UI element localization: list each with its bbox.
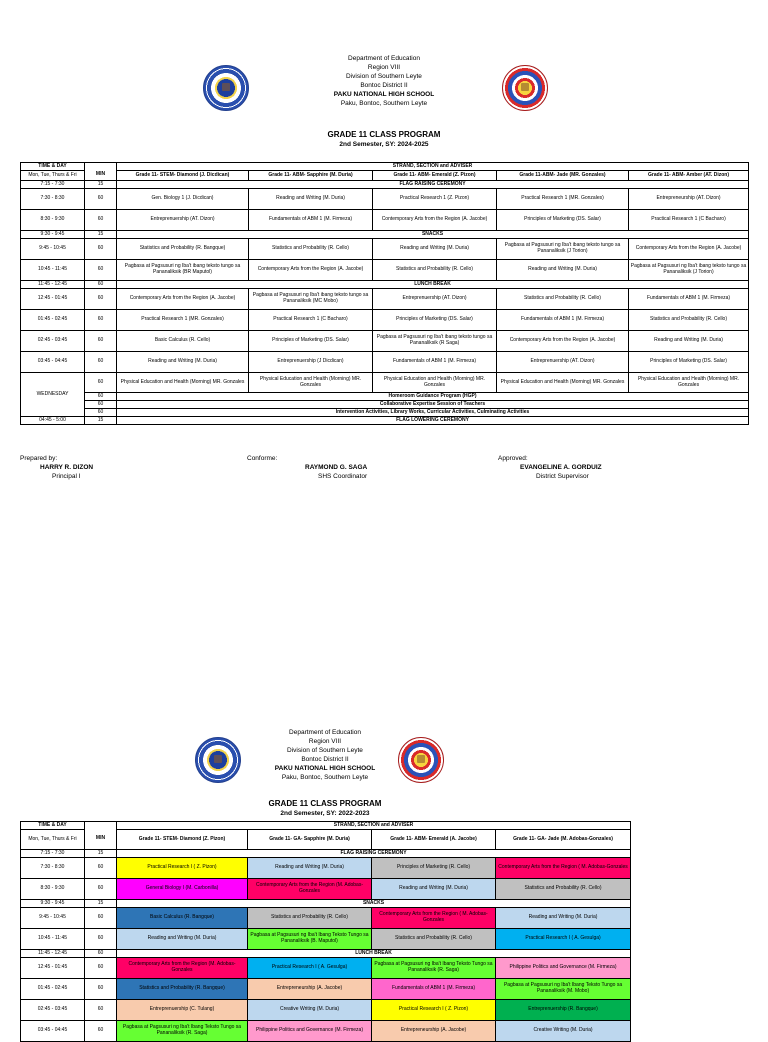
span-cell: SNACKS (117, 900, 631, 908)
min-cell: 60 (85, 879, 117, 900)
subject-cell: Pagbasa at Pagsusuri ng Iba't Ibang Teksto Tungo sa Pananaliksik (M. Mobo) (496, 979, 631, 1000)
subject-cell: Entrepreneurship (A. Jacobe) (372, 1021, 496, 1042)
days-header: Mon, Tue, Thurs & Fri (21, 171, 85, 181)
time-cell: 7:30 - 8:30 (21, 189, 85, 210)
prepared-label: Prepared by: (20, 455, 58, 462)
min-header: MIN (85, 830, 117, 850)
table-row (21, 331, 749, 352)
table-row (21, 417, 749, 425)
min-cell: 60 (85, 289, 117, 310)
subject-cell: Statistics and Probability (R. Cello) (497, 289, 629, 310)
approved-name: EVANGELINE A. GORDUIZ (520, 464, 602, 471)
subject-cell: Practical Research 1 (MR. Gonzales) (497, 189, 629, 210)
prepared-role: Principal I (52, 473, 81, 480)
strand-header: STRAND, SECTION and ADVISER (117, 822, 631, 830)
subject-cell: Practical Research 1 (C Bacharo) (249, 310, 373, 331)
letterhead (234, 54, 534, 108)
table-row (21, 189, 749, 210)
subject-cell: Pagbasa at Pagsusuri ng Iba't Ibang Teksto Tungo sa Pananaliksik (B. Maputol) (248, 929, 372, 950)
department-line: Department of Education (348, 55, 420, 62)
time-cell: 01:45 - 02:45 (21, 310, 85, 331)
strand-header: STRAND, SECTION and ADVISER (117, 163, 749, 171)
table-row (21, 1000, 631, 1021)
subject-cell: Creative Writing (M. Duria) (496, 1021, 631, 1042)
subject-cell: Contemporary Arts from the Region (A. Jacobe) (373, 210, 497, 231)
subject-cell: Principles of Marketing (DS. Salar) (629, 352, 749, 373)
time-day-header: TIME & DAY (21, 822, 85, 830)
table-row (21, 850, 631, 858)
pe-cell: Physical Education and Health (Morning) MR. Gonzales (117, 373, 249, 393)
time-cell: 02:45 - 03:45 (21, 1000, 85, 1021)
table-row (21, 858, 631, 879)
approved-label: Approved: (498, 455, 528, 462)
title-text: GRADE 11 CLASS PROGRAM (327, 130, 441, 139)
subject-cell: Contemporary Arts from the Region ( M. Adobas-Gonzales (496, 858, 631, 879)
time-cell: 04:45 - 5:00 (21, 417, 85, 425)
min-header: MIN (85, 171, 117, 181)
subject-cell: Reading and Writing (M. Duria) (249, 189, 373, 210)
subject-cell: Reading and Writing (M. Duria) (117, 929, 248, 950)
table-row (21, 231, 749, 239)
subject-cell: Gen. Biology 1 (J. Dicdican) (117, 189, 249, 210)
district-line: Bontoc District II (360, 82, 408, 89)
semester-text: 2nd Semester, SY: 2022-2023 (280, 810, 370, 817)
min-cell: 60 (85, 260, 117, 281)
subject-cell: Fundamentals of ABM 1 (M. Firmeza) (249, 210, 373, 231)
conforme-block (247, 454, 427, 481)
school-address: Paku, Bontoc, Southern Leyte (340, 100, 428, 107)
table-row (21, 979, 631, 1000)
subject-cell: Practical Research 1 (MR. Gonzales) (117, 310, 249, 331)
subject-cell: Statistics and Probability (R. Cello) (248, 908, 372, 929)
section-header: Grade 11- STEM- Diamond (Z. Pizon) (117, 830, 248, 850)
min-cell: 60 (85, 352, 117, 373)
subject-cell: Practical Research 1 (C Bacharo) (629, 210, 749, 231)
table-row (21, 401, 749, 409)
approved-role: District Supervisor (536, 473, 589, 480)
subject-cell: Reading and Writing (M. Duria) (117, 352, 249, 373)
subject-cell: Contemporary Arts from the Region (M. Adobas-Gonzales (248, 879, 372, 900)
table-row (21, 181, 749, 189)
letterhead (175, 728, 475, 782)
subject-cell: Statistics and Probability (R. Cello) (373, 260, 497, 281)
time-cell: 9:30 - 9:45 (21, 231, 85, 239)
min-cell: 15 (85, 417, 117, 425)
subject-cell: Statistics and Probability (R. Cello) (249, 239, 373, 260)
subject-cell: Reading and Writing (M. Duria) (373, 239, 497, 260)
min-cell: 60 (85, 373, 117, 393)
subject-cell: Basic Calculus (R. Cello) (117, 331, 249, 352)
division-line: Division of Southern Leyte (346, 73, 422, 80)
time-cell: 12:45 - 01:45 (21, 289, 85, 310)
subject-cell: Pagbasa at Pagsusuri ng Iba't Ibang Teksto Tungo sa Pananaliksik (R. Saga) (372, 958, 496, 979)
subject-cell: Contemporary Arts from the Region (A. Jacobe) (249, 260, 373, 281)
subject-cell: Philippine Politics and Governance (M. Firmeza) (248, 1021, 372, 1042)
subject-cell: Entreprenuership (J Dicdican) (249, 352, 373, 373)
subject-cell: Practical Research I ( Z. Pizon) (117, 858, 248, 879)
subject-cell: Creative Writing (M. Duria) (248, 1000, 372, 1021)
min-cell: 60 (85, 189, 117, 210)
subject-cell: Statistics and Probability (R. Cello) (372, 929, 496, 950)
title-text: GRADE 11 CLASS PROGRAM (268, 799, 382, 808)
subject-cell: Contemporary Arts from the Region (A. Jacobe) (117, 289, 249, 310)
subject-cell: Entrepreneurship (A. Jacobe) (248, 979, 372, 1000)
table-row (21, 281, 749, 289)
min-cell: 60 (85, 409, 117, 417)
time-cell: 8:30 - 9:30 (21, 210, 85, 231)
subject-cell: Pagbasa at Pagsusuri ng Iba't ibang teksto tungo sa Pananaliksik (J Torion) (497, 239, 629, 260)
span-cell: FLAG RAISING CEREMONY (117, 181, 749, 189)
span-cell: LUNCH BREAK (117, 281, 749, 289)
table-row (21, 958, 631, 979)
conforme-label: Conforme: (247, 455, 278, 462)
table-row (21, 409, 749, 417)
region-line: Region VIII (308, 738, 342, 745)
prepared-by-block (20, 454, 140, 481)
min-cell: 60 (85, 310, 117, 331)
time-cell: 7:30 - 8:30 (21, 858, 85, 879)
subject-cell: Contemporary Arts from the Region (A. Jacobe) (629, 239, 749, 260)
time-cell: 01:45 - 02:45 (21, 979, 85, 1000)
table-row (21, 879, 631, 900)
min-cell: 60 (85, 281, 117, 289)
min-cell: 60 (85, 858, 117, 879)
department-line: Department of Education (289, 729, 361, 736)
subject-cell: Reading and Writing (M. Duria) (248, 858, 372, 879)
subject-cell: Reading and Writing (M. Duria) (497, 260, 629, 281)
section-header: Grade 11- ABM- Emerald (Z. Pizon) (373, 171, 497, 181)
subject-cell: Principles of Marketing (R. Cello) (372, 858, 496, 879)
subject-cell: Fundamentals of ABM 1 (M. Firmeza) (372, 979, 496, 1000)
subject-cell: Entrepreneurship (AT. Dizon) (629, 189, 749, 210)
subject-cell: Philippine Politics and Governance (M. Firmeza) (496, 958, 631, 979)
school-address: Paku, Bontoc, Southern Leyte (281, 774, 369, 781)
subject-cell: Pagbasa at Pagsusuri ng Iba't ibang teksto tungo sa Pananaliksik (MC Mobo) (249, 289, 373, 310)
program-title (175, 798, 475, 818)
table-row (21, 310, 749, 331)
conforme-name: RAYMOND G. SAGA (305, 464, 368, 471)
time-cell: 11:45 - 12:45 (21, 950, 85, 958)
time-cell: 9:45 - 10:45 (21, 908, 85, 929)
subject-cell: Pagbasa at Pagsusuri ng Iba't ibang teksto tungo sa Pananaliksik (J Torion) (629, 260, 749, 281)
district-line: Bontoc District II (301, 756, 349, 763)
subject-cell: Practical Research I ( A. Gesulga) (496, 929, 631, 950)
table-row (21, 950, 631, 958)
span-cell: FLAG LOWERING CEREMONY (117, 417, 749, 425)
subject-cell: Practical Research 1 (Z. Pizon) (373, 189, 497, 210)
school-name: PAKU NATIONAL HIGH SCHOOL (274, 765, 376, 772)
time-cell: 7:15 - 7:30 (21, 850, 85, 858)
min-cell: 60 (85, 979, 117, 1000)
blank-header-cell (85, 822, 117, 830)
subject-cell: Reading and Writing (M. Duria) (629, 331, 749, 352)
section-header: Grade 11- ABM- Sapphire (M. Duria) (249, 171, 373, 181)
table-row (21, 929, 631, 950)
wednesday-label: WEDNESDAY (21, 373, 85, 417)
min-cell: 60 (85, 1021, 117, 1042)
min-cell: 60 (85, 908, 117, 929)
time-day-header: TIME & DAY (21, 163, 85, 171)
days-header: Mon, Tue, Thurs & Fri (21, 830, 85, 850)
program-title (234, 129, 534, 149)
min-cell: 60 (85, 401, 117, 409)
table-row (21, 393, 749, 401)
school-name: PAKU NATIONAL HIGH SCHOOL (333, 91, 435, 98)
span-cell: FLAG RAISING CEREMONY (117, 850, 631, 858)
subject-cell: Contemporary Arts from the Region (A. Jacobe) (497, 331, 629, 352)
min-cell: 60 (85, 210, 117, 231)
subject-cell: Statistics and Probability (R. Bangque) (117, 239, 249, 260)
table-row (21, 289, 749, 310)
subject-cell: Fundamentals of ABM 1 (M. Firmeza) (629, 289, 749, 310)
subject-cell: Contemporary Arts from the Region ( M. Adobas-Gonzales (372, 908, 496, 929)
table-row (21, 900, 631, 908)
min-cell: 15 (85, 181, 117, 189)
min-cell: 60 (85, 929, 117, 950)
time-cell: 9:45 - 10:45 (21, 239, 85, 260)
min-cell: 15 (85, 900, 117, 908)
time-cell: 9:30 - 9:45 (21, 900, 85, 908)
section-header: Grade 11- ABM- Emerald (A. Jacobe) (372, 830, 496, 850)
subject-cell: Statistics and Probability (R. Bangque) (117, 979, 248, 1000)
table-row (21, 373, 749, 393)
min-cell: 60 (85, 393, 117, 401)
hgp-cell: Homeroom Guidance Program (HGP) (117, 393, 749, 401)
intervention-cell: Intervention Activities, Library Works, Curricular Activities, Culminating Activities (117, 409, 749, 417)
section-header: Grade 11- STEM- Diamond (J. Dicdican) (117, 171, 249, 181)
subject-cell: Practical Research I ( Z. Pizon) (372, 1000, 496, 1021)
subject-cell: Entreprenuership (AT. Dizon) (497, 352, 629, 373)
min-cell: 15 (85, 231, 117, 239)
time-cell: 03:45 - 04:45 (21, 1021, 85, 1042)
subject-cell: Entreprenuership (R. Bangque) (496, 1000, 631, 1021)
section-header: Grade 11- GA- Jade (M. Adobas-Gonzales) (496, 830, 631, 850)
section-header: Grade 11- ABM- Amber (AT. Dizon) (629, 171, 749, 181)
time-cell: 12:45 - 01:45 (21, 958, 85, 979)
table-row (21, 210, 749, 231)
span-cell: SNACKS (117, 231, 749, 239)
time-cell: 8:30 - 9:30 (21, 879, 85, 900)
blank-header-cell (85, 163, 117, 171)
section-header: Grade 11-ABM- Jade (MR. Gonzales) (497, 171, 629, 181)
min-cell: 15 (85, 850, 117, 858)
subject-cell: Statistics and Probability (R. Cello) (496, 879, 631, 900)
table-row (21, 260, 749, 281)
time-cell: 10:45 - 11:45 (21, 929, 85, 950)
subject-cell: Fundamentals of ABM 1 (M. Firmeza) (373, 352, 497, 373)
approved-block (498, 454, 678, 481)
semester-text: 2nd Semester, SY: 2024-2025 (339, 141, 429, 148)
subject-cell: Pagbasa at Pagsusuri ng Iba't ibang teksto tungo sa Pananaliksik (R Saga) (373, 331, 497, 352)
pe-cell: Physical Education and Health (Morning) MR. Gonzales (249, 373, 373, 393)
subject-cell: Contemporary Arts from the Region (M. Adobas-Gonzales (117, 958, 248, 979)
subject-cell: Basic Calculus (R. Bangque) (117, 908, 248, 929)
subject-cell: Reading and Writing (M. Duria) (372, 879, 496, 900)
prepared-name: HARRY R. DIZON (40, 464, 94, 471)
class-schedule-table (20, 162, 749, 425)
time-cell: 10:45 - 11:45 (21, 260, 85, 281)
subject-cell: Pagbasa at Pagsusuri ng Iba't ibang teksto tungo sa Pananaliksik (BR Maputol) (117, 260, 249, 281)
division-line: Division of Southern Leyte (287, 747, 363, 754)
collab-cell: Collaborative Expertise Session of Teachers (117, 401, 749, 409)
table-row (21, 239, 749, 260)
subject-cell: Practical Research I ( A. Gesulga) (248, 958, 372, 979)
subject-cell: Entreprenuership (C. Tulang) (117, 1000, 248, 1021)
subject-cell: Principles of Marketing (DS. Salar) (249, 331, 373, 352)
table-row (21, 352, 749, 373)
conforme-role: SHS Coordinator (318, 473, 368, 480)
min-cell: 60 (85, 1000, 117, 1021)
time-cell: 11:45 - 12:45 (21, 281, 85, 289)
subject-cell: Statistics and Probability (R. Cello) (629, 310, 749, 331)
subject-cell: Principles of Marketing (DS. Salar) (497, 210, 629, 231)
region-line: Region VIII (367, 64, 401, 71)
section-header: Grade 11- GA- Sapphire (M. Duria) (248, 830, 372, 850)
pe-cell: Physical Education and Health (Morning) MR. Gonzales (629, 373, 749, 393)
min-cell: 60 (85, 958, 117, 979)
subject-cell: Pagbasa at Pagsusuri ng Iba't Ibang Teksto Tungo sa Pananaliksik (R. Saga) (117, 1021, 248, 1042)
span-cell: LUNCH BREAK (117, 950, 631, 958)
class-schedule-table-2 (20, 821, 631, 1042)
class-program-page-1 (0, 0, 768, 500)
subject-cell: Entreprenuership (AT. Dizon) (117, 210, 249, 231)
subject-cell: General Biology I (M. Carbonilla) (117, 879, 248, 900)
min-cell: 60 (85, 950, 117, 958)
subject-cell: Fundamentals of ABM 1 (M. Firmeza) (497, 310, 629, 331)
subject-cell: Reading and Writing (M. Duria) (496, 908, 631, 929)
min-cell: 60 (85, 239, 117, 260)
subject-cell: Principles of Marketing (DS. Salar) (373, 310, 497, 331)
table-row (21, 908, 631, 929)
time-cell: 02:45 - 03:45 (21, 331, 85, 352)
time-cell: 7:15 - 7:30 (21, 181, 85, 189)
min-cell: 60 (85, 331, 117, 352)
pe-cell: Physical Education and Health (Morning) MR. Gonzales (373, 373, 497, 393)
pe-cell: Physical Education and Health (Morning) MR. Gonzales (497, 373, 629, 393)
subject-cell: Entreprenuership (AT. Dizon) (373, 289, 497, 310)
time-cell: 03:45 - 04:45 (21, 352, 85, 373)
